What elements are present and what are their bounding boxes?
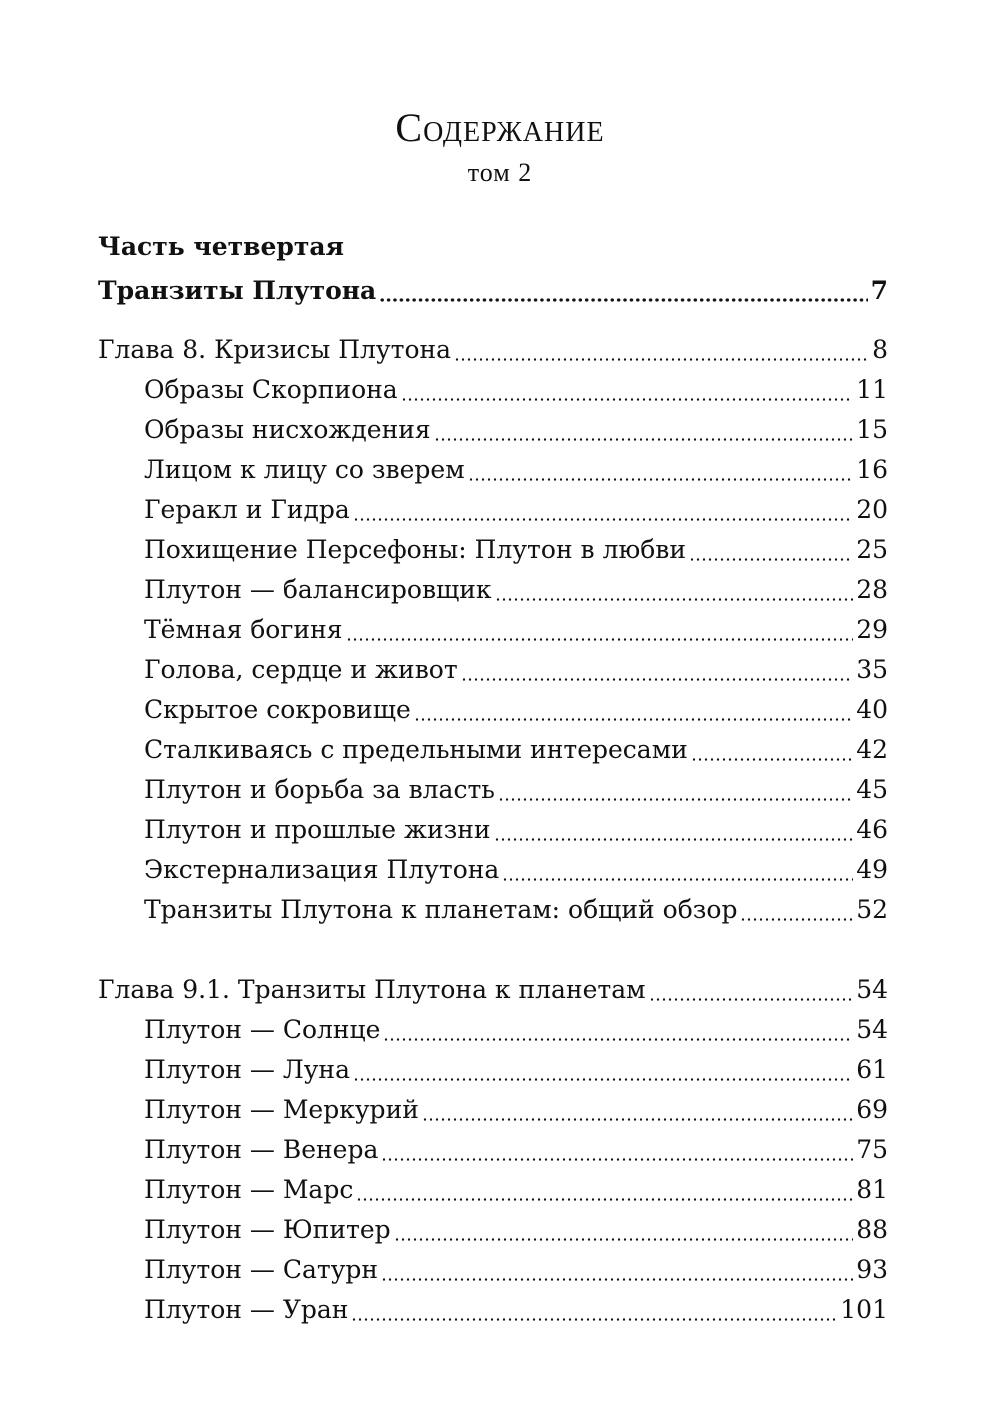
- dot-leader: [351, 1293, 837, 1327]
- dot-leader: [381, 1253, 853, 1287]
- toc-entry-section[interactable]: [144, 613, 888, 647]
- dot-leader: [356, 1173, 853, 1207]
- toc-entry-title: Глава 9.1. Транзиты Плутона к планетам: [98, 975, 646, 1004]
- toc-entry-title: Голова, сердце и живот: [144, 655, 458, 684]
- toc-entry-page: 93: [856, 1255, 888, 1284]
- toc-entry-page: 35: [856, 655, 888, 684]
- toc-entry-section[interactable]: [144, 1213, 888, 1247]
- dot-leader: [454, 333, 869, 367]
- toc-entry-title: Плутон — Солнце: [144, 1015, 381, 1044]
- toc-entry-section[interactable]: [144, 453, 888, 487]
- page-title: Содержание: [395, 105, 605, 150]
- part-label: Часть четвертая: [98, 232, 345, 261]
- toc-entry-title: Лицом к лицу со зверем: [144, 455, 465, 484]
- toc-entry-page: 7: [870, 276, 888, 305]
- toc-entry-section[interactable]: [144, 853, 888, 887]
- toc-entry-section[interactable]: [144, 1133, 888, 1167]
- toc-entry-page: 8: [872, 335, 888, 364]
- toc-entry-section[interactable]: [144, 1253, 888, 1287]
- toc-entry-title: Плутон — Венера: [144, 1135, 379, 1164]
- dot-leader: [502, 853, 853, 887]
- dot-leader: [468, 453, 854, 487]
- toc-entry-section[interactable]: [144, 813, 888, 847]
- toc-entry-title: Плутон — Марс: [144, 1175, 354, 1204]
- toc-entry-page: 28: [856, 575, 888, 604]
- toc-entry-title: Плутон — Меркурий: [144, 1095, 419, 1124]
- toc-entry-section[interactable]: [144, 1053, 888, 1087]
- toc-entry-title: Тёмная богиня: [144, 615, 343, 644]
- dot-leader: [434, 413, 853, 447]
- toc-entry-section[interactable]: [144, 653, 888, 687]
- toc-entry-page: 75: [856, 1135, 888, 1164]
- toc-entry-page: 11: [856, 375, 888, 404]
- toc-entry-page: 81: [856, 1175, 888, 1204]
- toc-entry-title: Сталкиваясь с предельными интересами: [144, 735, 688, 764]
- toc-entry-section[interactable]: [144, 733, 888, 767]
- dot-leader: [494, 813, 854, 847]
- toc-entry-page: 20: [856, 495, 888, 524]
- toc-entry-title: Плутон — Луна: [144, 1055, 350, 1084]
- toc-entry-section[interactable]: [144, 573, 888, 607]
- toc-entry-section[interactable]: [144, 773, 888, 807]
- toc-entry-page: 25: [856, 535, 888, 564]
- toc-entry-page: 46: [856, 815, 888, 844]
- dot-leader: [401, 373, 854, 407]
- toc-entry-page: 69: [856, 1095, 888, 1124]
- toc-entry-section[interactable]: [144, 1293, 888, 1327]
- dot-leader: [495, 573, 854, 607]
- toc-entry-section[interactable]: [144, 493, 888, 527]
- toc-entry-title: Плутон — Уран: [144, 1295, 349, 1324]
- toc-entry-title: Образы нисхождения: [144, 415, 431, 444]
- dot-leader: [689, 533, 853, 567]
- toc-entry-page: 16: [856, 455, 888, 484]
- toc-entry-page: 101: [840, 1295, 888, 1324]
- page-subtitle: том 2: [467, 158, 533, 187]
- toc-entry-page: 88: [856, 1215, 888, 1244]
- toc-entry-page: 29: [856, 615, 888, 644]
- toc-entry-section[interactable]: [144, 533, 888, 567]
- toc-entry-page: 45: [856, 775, 888, 804]
- toc-entry-section[interactable]: [144, 693, 888, 727]
- toc-entry-page: 40: [856, 695, 888, 724]
- toc-entry-title: Транзиты Плутона: [98, 276, 377, 305]
- dot-leader: [353, 493, 853, 527]
- toc-entry-section[interactable]: [144, 1173, 888, 1207]
- toc-entry-page: 52: [856, 895, 888, 924]
- toc-entry-section[interactable]: [144, 1013, 888, 1047]
- toc-entry-section[interactable]: [144, 1093, 888, 1127]
- dot-leader: [691, 733, 853, 767]
- toc-entry-title: Плутон — Сатурн: [144, 1255, 379, 1284]
- dot-leader: [394, 1213, 854, 1247]
- toc-entry-title: Экстернализация Плутона: [144, 855, 500, 884]
- toc-entry-title: Глава 8. Кризисы Плутона: [98, 335, 452, 364]
- dot-leader: [649, 973, 854, 1007]
- dot-leader: [422, 1093, 853, 1127]
- toc-entry-section[interactable]: [144, 373, 888, 407]
- dot-leader: [498, 773, 853, 807]
- toc-entry-title: Геракл и Гидра: [144, 495, 350, 524]
- toc-entry-title: Транзиты Плутона к планетам: общий обзор: [144, 895, 738, 924]
- toc-entry-page: 61: [856, 1055, 888, 1084]
- toc-entry-title: Похищение Персефоны: Плутон в любви: [144, 535, 687, 564]
- toc-entry-chapter[interactable]: [98, 973, 888, 1007]
- dot-leader: [353, 1053, 853, 1087]
- toc-entry-page: 54: [856, 975, 888, 1004]
- dot-leader: [346, 613, 854, 647]
- toc-entry-title: Образы Скорпиона: [144, 375, 398, 404]
- toc-entry-section[interactable]: [144, 413, 888, 447]
- toc-entry-section[interactable]: [144, 893, 888, 927]
- dot-leader: [414, 693, 853, 727]
- toc-entry-title: Плутон — балансировщик: [144, 575, 492, 604]
- toc-entry-title: Плутон и борьба за власть: [144, 775, 495, 804]
- toc-entry-page: 49: [856, 855, 888, 884]
- dot-leader: [381, 1133, 853, 1167]
- dot-leader: [383, 1013, 853, 1047]
- toc-entry-title: Скрытое сокровище: [144, 695, 411, 724]
- toc-entry-part[interactable]: [98, 274, 888, 308]
- dot-leader: [740, 893, 853, 927]
- dot-leader: [379, 274, 867, 308]
- toc-entry-title: Плутон — Юпитер: [144, 1215, 391, 1244]
- toc-entry-page: 54: [856, 1015, 888, 1044]
- toc-entry-page: 42: [856, 735, 888, 764]
- toc-entry-title: Плутон и прошлые жизни: [144, 815, 491, 844]
- toc-entry-page: 15: [856, 415, 888, 444]
- toc-entry-chapter[interactable]: [98, 333, 888, 367]
- dot-leader: [461, 653, 854, 687]
